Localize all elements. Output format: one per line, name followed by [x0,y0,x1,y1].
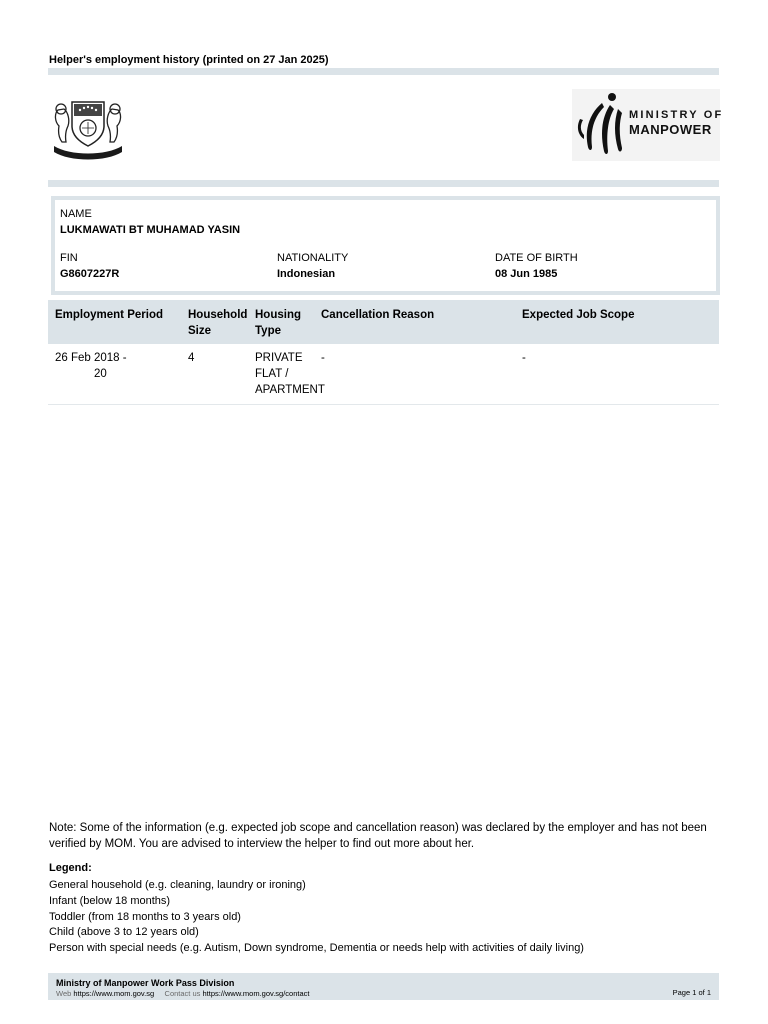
cell-cancellation-reason: - [321,352,325,364]
header-divider [48,68,719,75]
header-employment-period-text: Employment Period [55,309,163,321]
fin-value: G8607227R [60,268,120,280]
nationality-label: NATIONALITY [277,252,349,264]
legend-item: Toddler (from 18 months to 3 years old) [49,910,241,923]
header-household-size [188,307,247,339]
housing-line1: PRIVATE [255,352,303,364]
header-expected-job-scope [522,307,634,323]
header-household-line2: Size [188,325,212,337]
page-number: Page 1 of 1 [672,988,711,997]
singapore-crest-icon [50,92,126,160]
page-title: Helper's employment history (printed on 27 Jan 2025) [49,54,329,66]
legend-item: Infant (below 18 months) [49,894,171,907]
cell-expected-job-scope: - [522,352,526,364]
name-value: LUKMAWATI BT MUHAMAD YASIN [60,224,241,236]
mom-logo-line1: MINISTRY OF [629,109,724,121]
legend-title: Legend: [49,862,92,874]
nationality-value: Indonesian [277,268,336,280]
housing-line2: FLAT / [255,368,289,380]
header-employment-period [55,307,163,323]
legend-list [49,878,584,957]
header-household-line1: Household [188,309,248,321]
mom-logo-icon [572,89,724,161]
footer [48,973,719,1000]
footer-web-link[interactable]: https://www.mom.gov.sg [73,989,155,998]
table-row [48,344,719,405]
dob-label: DATE OF BIRTH [495,252,578,264]
footer-contact-label: Contact us [164,989,201,998]
header-scope-text: Expected Job Scope [522,309,635,321]
footer-web-label: Web [56,989,72,998]
header-housing-type [255,307,301,339]
footer-links [56,989,310,998]
cell-household-size: 4 [188,352,195,364]
header-housing-line2: Type [255,325,281,337]
period-line1: 26 Feb 2018 - [55,352,127,364]
footer-contact-link[interactable]: https://www.mom.gov.sg/contact [202,989,310,998]
housing-line3: APARTMENT [255,384,325,396]
header-cancellation-reason [321,307,434,323]
section-divider [48,180,719,187]
employment-table-header [48,300,719,344]
helper-info-box [51,196,720,295]
legend-item: General household (e.g. cleaning, laundry or ironing) [49,879,306,891]
cell-employment-period [55,350,127,382]
footer-title: Ministry of Manpower Work Pass Division [56,978,235,988]
header-cancellation-text: Cancellation Reason [321,309,435,321]
legend-item: Person with special needs (e.g. Autism, Down syndrome, Dementia or needs help with activities of daily living) [49,942,584,955]
cell-housing-type [255,350,325,398]
mom-logo-line2: MANPOWER [629,122,712,137]
period-line2: 20 [94,368,107,380]
legend-item: Child (above 3 to 12 years old) [49,926,199,939]
name-label: NAME [60,208,92,220]
dob-value: 08 Jun 1985 [495,268,558,280]
fin-label: FIN [60,252,78,264]
header-housing-line1: Housing [255,309,301,321]
disclaimer-note: Note: Some of the information (e.g. expected job scope and cancellation reason) was declared by the employer and has not been verified by MOM. You are advised to interview the helper to find out more about her. [49,822,707,850]
